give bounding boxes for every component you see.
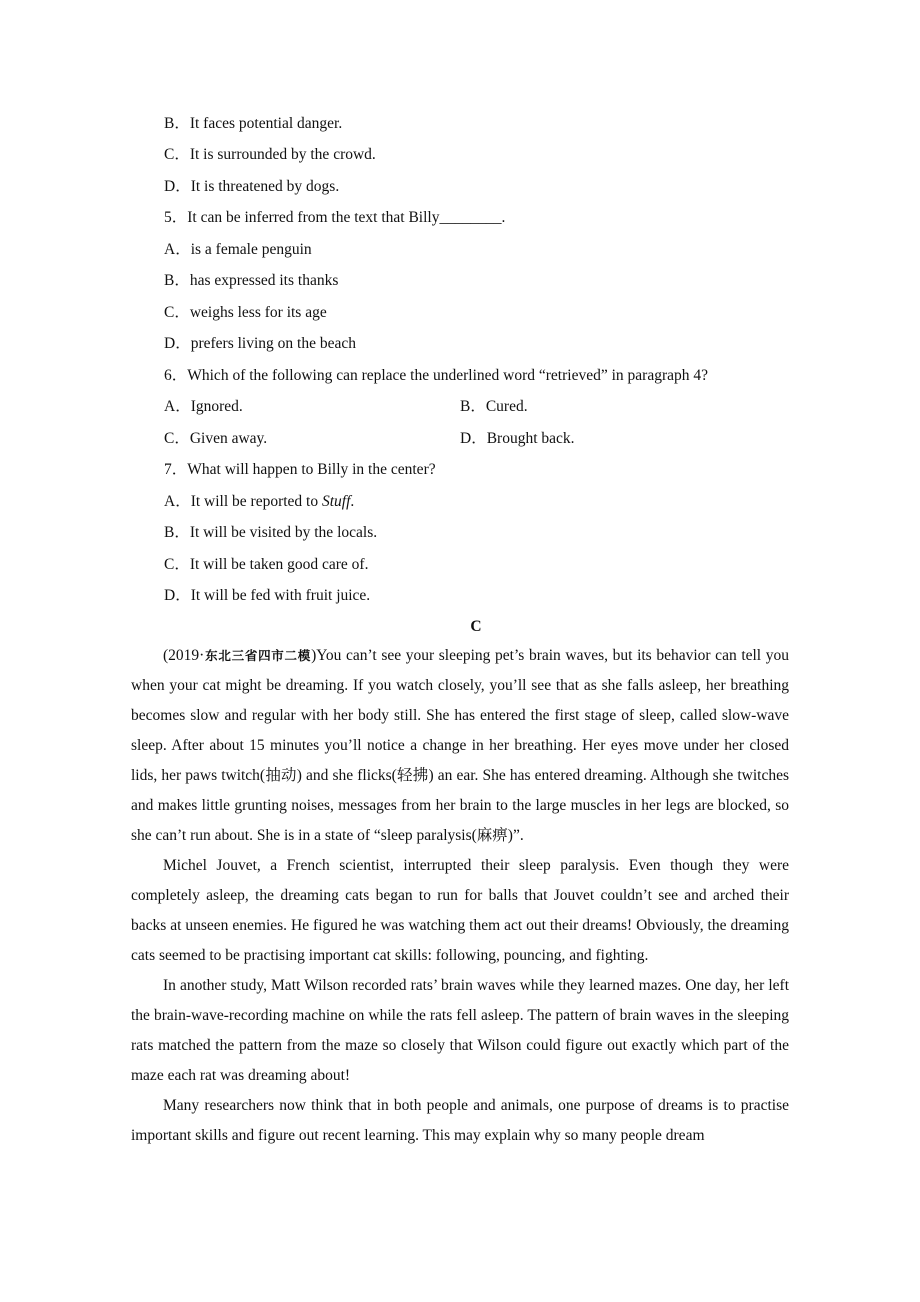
q5-stem: 5．It can be inferred from the text that Billy________.: [164, 209, 506, 226]
q5-option-b: B．has expressed its thanks: [164, 272, 339, 289]
q6-stem: [164, 366, 708, 386]
q4-option-d: D．It is threatened by dogs.: [164, 178, 340, 195]
q6-option-b: B．Cured.: [460, 398, 528, 415]
q6-option-a: A．Ignored.: [164, 398, 243, 415]
q6-option-d: D．Brought back.: [460, 430, 575, 447]
q5-option-c: C．weighs less for its age: [164, 304, 327, 321]
q6-stem-post: in paragraph 4?: [607, 367, 709, 384]
passage-paragraph-2: Michel Jouvet, a French scientist, interrupted their sleep paralysis. Even though they were completely asleep, the dreaming cats began to run for balls that Jouvet couldn’t see and arched their backs at unseen enemies. He figured he was watching them act out their dreams! Obviously, the dreaming cats seemed to be practising important cat skills: following, pouncing, and fighting.: [131, 857, 789, 964]
q5-option-a: A．is a female penguin: [164, 241, 312, 258]
q6-stem-pre: 6．Which of the following can replace the underlined word: [164, 367, 539, 384]
passage-paragraph-4: Many researchers now think that in both people and animals, one purpose of dreams is to practise important skills and figure out recent learning. This may explain why so many people dream: [131, 1097, 789, 1144]
q7-option-a-pre: A．It will be reported to: [164, 493, 322, 510]
reading-passage: [131, 641, 789, 1151]
source-post: ): [311, 647, 317, 664]
passage-paragraph-3: In another study, Matt Wilson recorded rats’ brain waves while they learned mazes. One day, her left the brain-wave-recording machine on while the rats fell asleep. The pattern of brain waves in the sleeping rats matched the pattern from the maze so closely that Wilson could figure out exactly which part of the maze each rat was dreaming about!: [131, 977, 789, 1084]
paragraph-1-text: You can’t see your sleeping pet’s brain waves, but its behavior can tell you when your cat might be dreaming. If you watch closely, you’ll see that as she falls asleep, her breathing becomes slow and regular with her body still. She has entered the first stage of sleep, called slow-wave sleep. After about 15 minutes you’ll notice a change in her breathing. Her eyes move under her closed lids, her paws twitch(抽动) and she flicks(轻拂) an ear. She has entered dreaming. Although she twitches and makes little grunting noises, messages from her brain to the large muscles in her legs are blocked, so she can’t run about. She is in a state of “sleep paralysis(麻痹)”.: [131, 647, 789, 844]
q7-option-b: B．It will be visited by the locals.: [164, 524, 378, 541]
section-heading: C: [470, 618, 482, 635]
q7-option-c: C．It will be taken good care of.: [164, 556, 369, 573]
q7-option-a: [164, 492, 354, 512]
source-pre: (2019·: [163, 647, 205, 664]
q7-option-d: D．It will be fed with fruit juice.: [164, 587, 371, 604]
q4-option-c: C．It is surrounded by the crowd.: [164, 146, 376, 163]
q6-stem-word: “retrieved”: [538, 367, 608, 384]
q7-option-a-post: .: [350, 493, 355, 510]
source-cn: 东北三省四市二模: [204, 648, 312, 663]
passage-paragraph-1: [131, 641, 789, 851]
q5-option-d: D．prefers living on the beach: [164, 335, 356, 352]
q7-option-a-italic: Stuff: [321, 493, 351, 510]
q7-stem: 7．What will happen to Billy in the center?: [164, 461, 436, 478]
q4-option-b: B．It faces potential danger.: [164, 115, 343, 132]
q6-option-c: C．Given away.: [164, 430, 268, 447]
source-note: [163, 647, 316, 664]
